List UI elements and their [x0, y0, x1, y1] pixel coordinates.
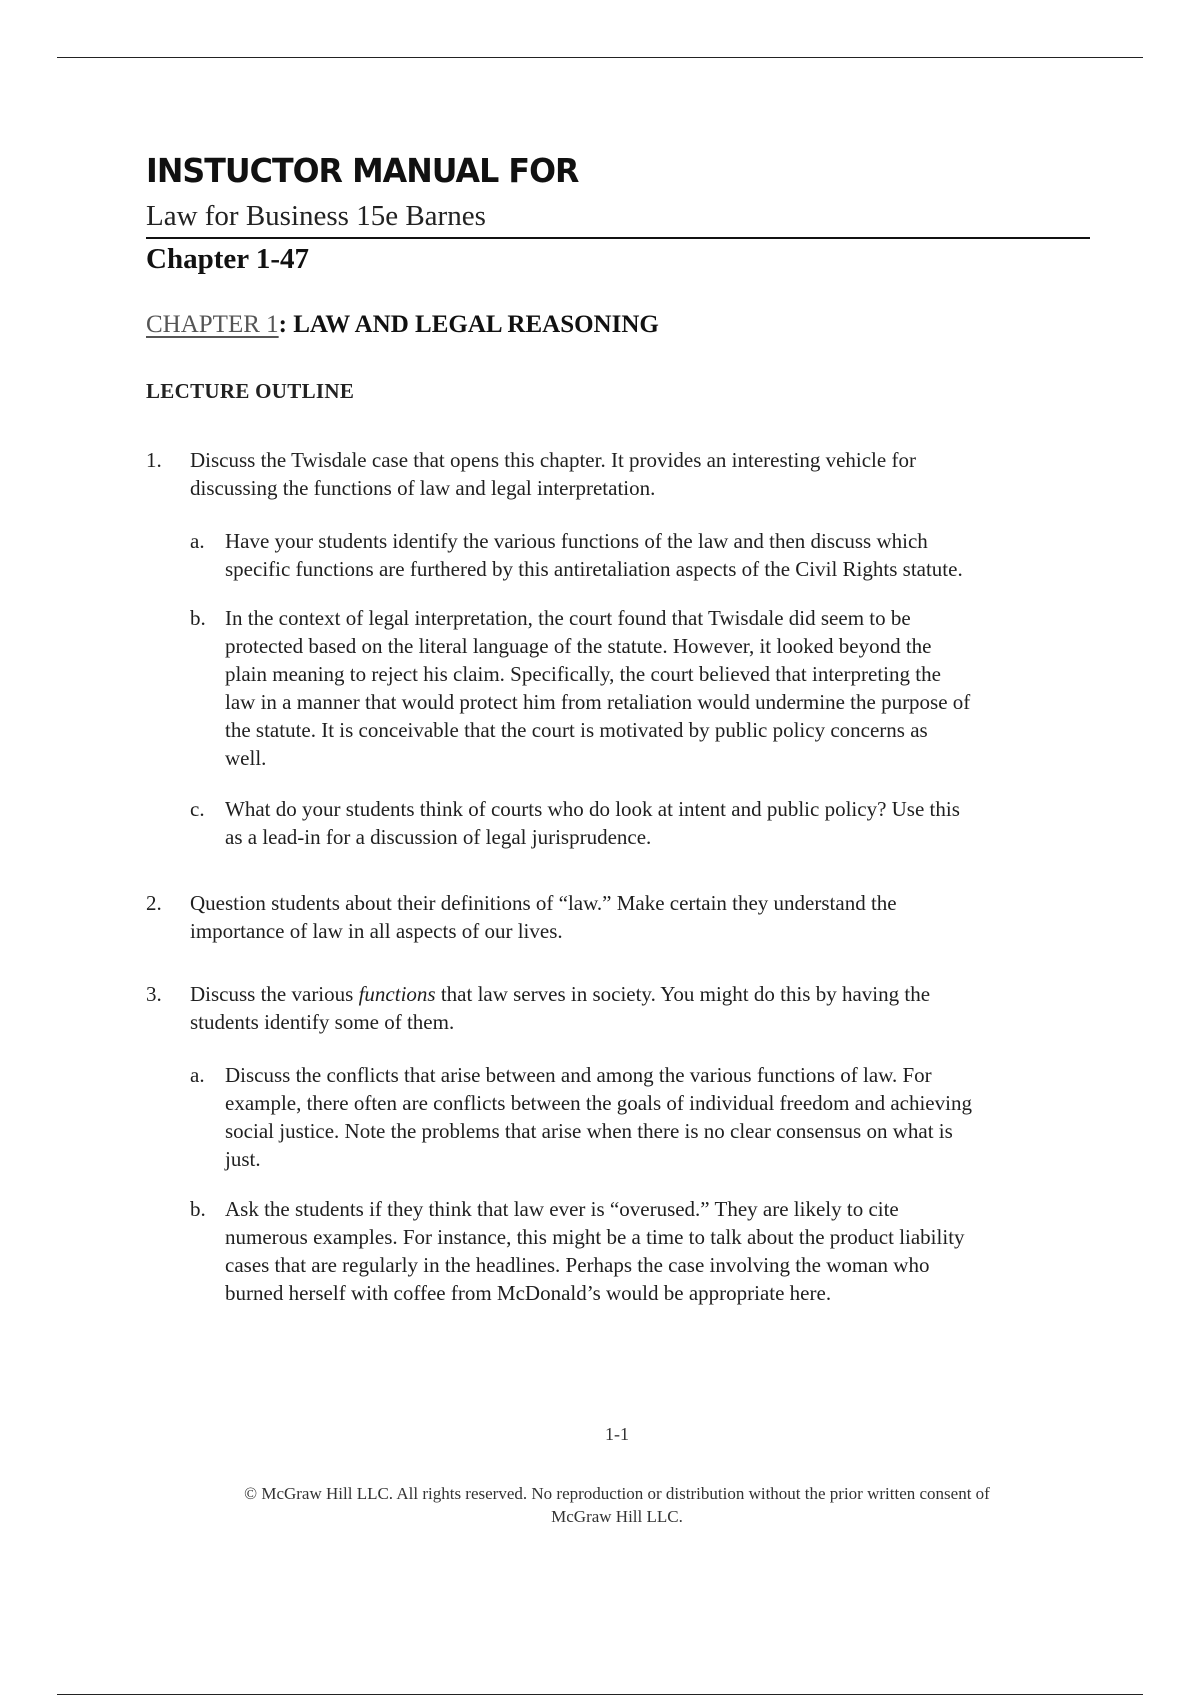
- text-line: cases that are regularly in the headlines. Perhaps the case involving the woman who: [225, 1253, 930, 1277]
- outline-text: [225, 1061, 1110, 1173]
- chapter-separator: :: [278, 311, 294, 338]
- text-line: numerous examples. For instance, this might be a time to talk about the product liability: [225, 1225, 965, 1249]
- text-line: Discuss the conflicts that arise between and among the various functions of law. For: [225, 1063, 932, 1087]
- copyright-line: McGraw Hill LLC.: [551, 1507, 683, 1526]
- text-line: discussing the functions of law and legal interpretation.: [190, 476, 656, 500]
- text-line: In the context of legal interpretation, the court found that Twisdale did seem to be: [225, 606, 911, 630]
- text-line: Question students about their definitions of “law.” Make certain they understand the: [190, 891, 897, 915]
- chapter-number: CHAPTER 1: [146, 311, 279, 338]
- text-line: Discuss the Twisdale case that opens this chapter. It provides an interesting vehicle for: [190, 448, 916, 472]
- text-line: as a lead-in for a discussion of legal jurisprudence.: [225, 825, 652, 849]
- text-line: well.: [225, 746, 267, 770]
- outline-text: [225, 527, 1110, 583]
- outline-marker: a.: [190, 529, 205, 553]
- copyright-line: © McGraw Hill LLC. All rights reserved. No reproduction or distribution without the prior written consent of: [244, 1484, 990, 1503]
- text-line: plain meaning to reject his claim. Specifically, the court believed that interpreting the: [225, 662, 941, 686]
- outline-marker: b.: [190, 606, 206, 630]
- text-line: [190, 980, 1106, 1008]
- text-run: that law serves in society. You might do this by having the: [435, 982, 931, 1006]
- text-line: Ask the students if they think that law ever is “overused.” They are likely to cite: [225, 1197, 899, 1221]
- outline-text: [225, 1195, 1110, 1307]
- document-title: INSTUCTOR MANUAL FOR: [146, 151, 579, 190]
- text-line: Have your students identify the various functions of the law and then discuss which: [225, 529, 928, 553]
- text-line: burned herself with coffee from McDonald’s would be appropriate here.: [225, 1281, 832, 1305]
- text-line: What do your students think of courts who do look at intent and public policy? Use this: [225, 797, 960, 821]
- text-line: protected based on the literal language of the statute. However, it looked beyond the: [225, 634, 932, 658]
- copyright-notice: [150, 1482, 1084, 1528]
- outline-marker: 2.: [146, 891, 162, 915]
- text-line: just.: [225, 1147, 261, 1171]
- chapter-range: Chapter 1-47: [146, 243, 309, 275]
- text-line: students identify some of them.: [190, 1010, 455, 1034]
- page-number: 1-1: [605, 1424, 629, 1444]
- text-line: example, there often are conflicts between the goals of individual freedom and achieving: [225, 1091, 972, 1115]
- title-underline: [146, 237, 1090, 239]
- outline-marker: 1.: [146, 448, 162, 472]
- chapter-heading: [146, 312, 659, 337]
- text-line: law in a manner that would protect him from retaliation would undermine the purpose of: [225, 690, 971, 714]
- outline-marker: c.: [190, 797, 205, 821]
- outline-marker: b.: [190, 1197, 206, 1221]
- chapter-title: LAW AND LEGAL REASONING: [293, 311, 659, 338]
- bottom-rule: [57, 1694, 1143, 1695]
- text-line: the statute. It is conceivable that the court is motivated by public policy concerns as: [225, 718, 928, 742]
- text-line: importance of law in all aspects of our lives.: [190, 919, 563, 943]
- emphasis-functions: functions: [358, 982, 436, 1006]
- book-title: Law for Business 15e Barnes: [146, 200, 486, 232]
- outline-text: [190, 980, 1106, 1036]
- section-heading: LECTURE OUTLINE: [146, 379, 355, 403]
- outline-text: [190, 889, 1106, 945]
- outline-text: [190, 446, 1106, 502]
- text-run: Discuss the various: [190, 982, 359, 1006]
- text-line: social justice. Note the problems that arise when there is no clear consensus on what is: [225, 1119, 953, 1143]
- text-line: specific functions are furthered by this antiretaliation aspects of the Civil Rights statute.: [225, 557, 963, 581]
- outline-marker: 3.: [146, 982, 162, 1006]
- outline-text: [225, 604, 1110, 772]
- outline-marker: a.: [190, 1063, 205, 1087]
- top-rule: [57, 57, 1143, 58]
- outline-text: [225, 795, 1110, 851]
